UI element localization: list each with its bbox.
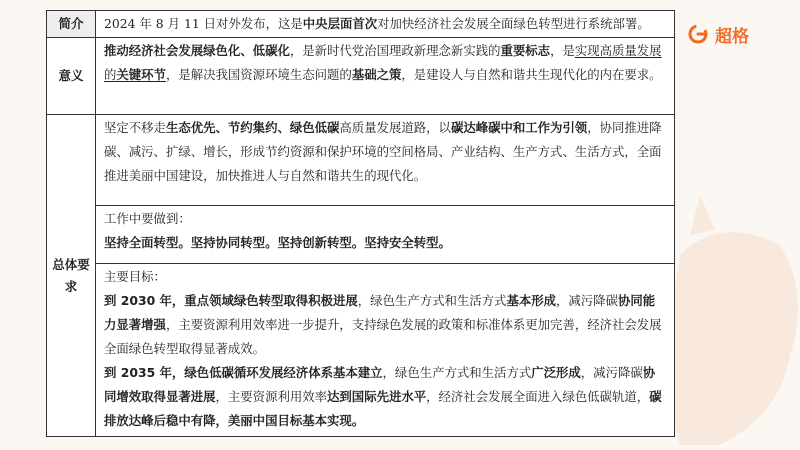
goal-2035: 到 2035 年，绿色低碳循环发展经济体系基本建立，绿色生产方式和生活方式广泛形成，减污降碳协同增效取得显著进展，主要资源利用效率达到国际先进水平，经济社会发展全面进入绿色低碳轨道，碳排放达峰后稳中有降，美丽中国目标基本实现。 xyxy=(104,365,662,428)
label-meaning: 意义 xyxy=(47,38,96,115)
label-requirements: 总体要求 xyxy=(47,115,96,437)
label-intro: 简介 xyxy=(47,11,96,38)
cell-goals: 主要目标： 到 2030 年，重点领域绿色转型取得积极进展，绿色生产方式和生活方式基本形成，减污降碳协同能力显著增强，主要资源利用效率进一步提升，支持绿色发展的政策和标准体系更加完善，经济社会发展全面绿色转型取得显著成效。 到 2035 年，绿色低碳循环发展经济体系基本建立，绿色生产方式和生活方式广泛形成，减污降碳协同增效取得显著进展，主要资源利用效率达到国际先进水平，经济社会发展全面进入绿色低碳轨道，碳排放达峰后稳中有降，美丽中国目标基本实现。 xyxy=(96,264,675,437)
brand-name: 超格 xyxy=(715,26,749,47)
row-req-goals xyxy=(47,264,675,437)
row-req-principles xyxy=(47,115,675,206)
g-logo-icon xyxy=(687,23,709,45)
brand-logo xyxy=(687,20,787,48)
cell-meaning: 推动经济社会发展绿色化、低碳化，是新时代党治国理政新理念新实践的重要标志，是实现高质量发展的关键环节，是解决我国资源环境生态问题的基础之策，是建设人与自然和谐共生现代化的内在要求。 xyxy=(96,38,675,115)
goal-2030: 到 2030 年，重点领域绿色转型取得积极进展，绿色生产方式和生活方式基本形成，减污降碳协同能力显著增强，主要资源利用效率进一步提升，支持绿色发展的政策和标准体系更加完善，经济社会发展全面绿色转型取得显著成效。 xyxy=(104,293,662,356)
mascot-watermark xyxy=(660,175,800,450)
cell-intro: 2024 年 8 月 11 日对外发布，这是中央层面首次对加快经济社会发展全面绿色转型进行系统部署。 xyxy=(96,11,675,38)
policy-table xyxy=(46,10,675,437)
cell-principles: 坚定不移走生态优先、节约集约、绿色低碳高质量发展道路，以碳达峰碳中和工作为引领，协同推进降碳、减污、扩绿、增长，形成节约资源和保护环境的空间格局、产业结构、生产方式、生活方式，全面推进美丽中国建设，加快推进人与自然和谐共生的现代化。 xyxy=(96,115,675,206)
row-req-practice xyxy=(47,206,675,264)
cell-practice: 工作中要做到： 坚持全面转型。坚持协同转型。坚持创新转型。坚持安全转型。 xyxy=(96,206,675,264)
row-meaning xyxy=(47,38,675,115)
row-intro xyxy=(47,11,675,38)
